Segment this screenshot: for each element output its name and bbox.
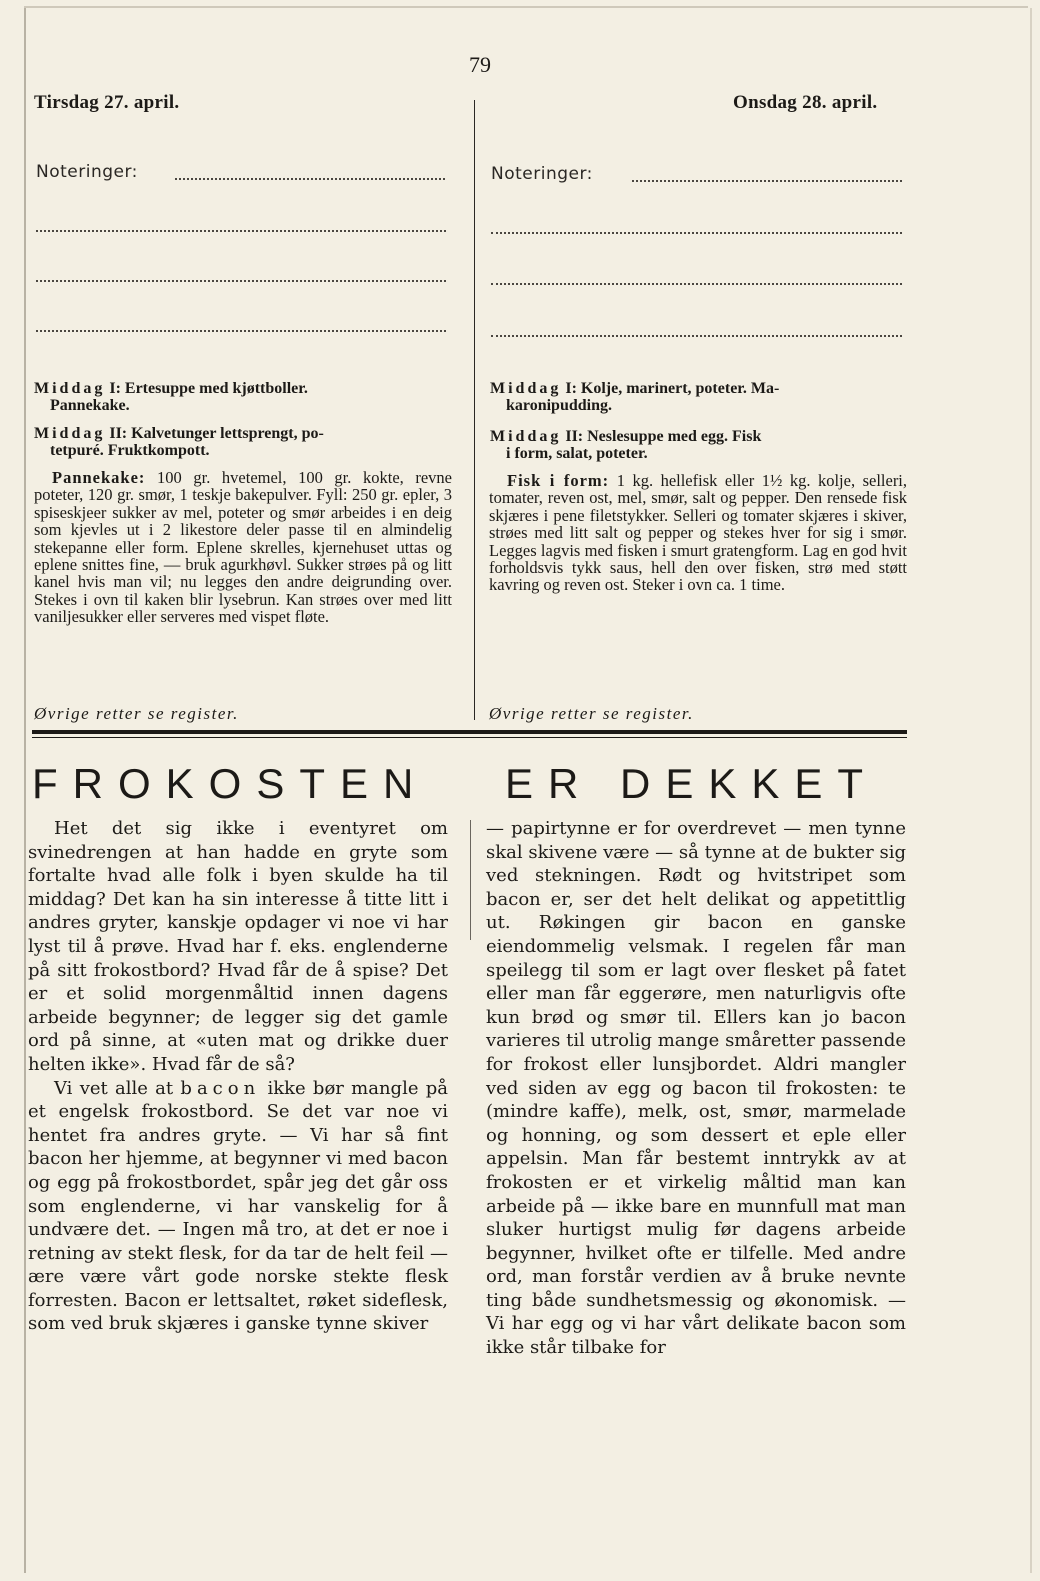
day-header-wednesday: Onsdag 28. april. [733, 92, 878, 113]
notes-label-left: Noteringer: [36, 162, 138, 182]
article-paragraph-2-rest: ikke bør mangle på et engelsk frokostbord. Se det var noe vi hentet fra andres gryte. — Vi har så fint bacon her hjemme, at begynner vi med bacon og egg på frokostbordet, spår jeg det går oss som englenderne, vi har vanskelig for å undvære det. — Ingen må tro, at det er noe i retning av stekt flesk, for da tar de helt feil — ære være vårt gode norske stekte flesk forresten. Bacon er lettsaltet, røket sideflesk, som ved bruk skjæres i ganske tynne skiver [28, 1077, 449, 1335]
article-paragraph-2 [28, 1077, 448, 1337]
menu-left-1-title: Middag [34, 380, 106, 397]
article-column-left [28, 817, 448, 1336]
menu-left-1-line1: Ertesuppe med kjøttboller. [120, 380, 308, 397]
menu-right-1-line1: Kolje, marinert, poteter. Ma- [576, 380, 780, 397]
section-rule-thick [32, 730, 907, 734]
article-paragraph-2-start: Vi vet alle at [54, 1077, 181, 1099]
menu-right-2 [490, 428, 910, 462]
menu-left-2-line2: tetpuré. Fruktkompott. [50, 442, 210, 459]
notes-line-left-2 [36, 230, 446, 232]
menu-left-1-num: I: [105, 380, 121, 397]
notes-line-left-4 [36, 330, 446, 332]
recipe-right [489, 472, 907, 594]
menu-left-1-line2: Pannekake. [50, 397, 130, 414]
recipe-left-title: Pannekake: [52, 468, 146, 487]
see-register-left: Øvrige retter se register. [34, 704, 239, 723]
menu-right-1-title: Middag [490, 380, 562, 397]
article-column-divider [470, 820, 471, 940]
menu-right-2-title: Middag [490, 428, 562, 445]
day-header-tuesday: Tirsdag 27. april. [34, 92, 180, 113]
menu-left-2-title: Middag [34, 425, 106, 442]
see-register-right: Øvrige retter se register. [489, 704, 694, 723]
article-headline-right: ER DEKKET [505, 760, 879, 807]
menu-left-2 [34, 425, 454, 459]
page-edge-left [24, 8, 26, 1573]
menu-right-2-line1: Neslesuppe med egg. Fisk [583, 428, 762, 445]
section-rule-thin [32, 737, 907, 738]
menu-right-1 [490, 380, 910, 414]
recipe-left-text: 100 gr. hvetemel, 100 gr. kokte, revne poteter, 120 gr. smør, 1 teskje bakepulver. Fyll: 250 gr. epler, 3 spiseskjeer sukker av mel, poteter og smør arbeides i en deig som kjevles ut i 2 likestore deler passe til en almindelig stekepanne eller form. Eplene skrelles, kjernehuset uttas og eplene snittes fine, — bruk agurkhøvl. Sukker strøes på og litt kanel hvis man vil; nu legges den andre deigrunding over. Stekes i ovn til kaken blir lysebrun. Kan strøes over med litt vaniljesukker eller serveres med vispet fløte. [34, 468, 452, 627]
notes-line-right-4 [491, 335, 902, 337]
article-bacon-emphasis: bacon [180, 1077, 261, 1099]
menu-right-1-num: I: [561, 380, 577, 397]
notes-line-left-1 [175, 178, 445, 180]
menu-right-2-line2: i form, salat, poteter. [506, 445, 648, 462]
notes-line-right-1 [632, 180, 902, 182]
article-headline-left: FROKOSTEN [32, 760, 429, 807]
recipe-left [34, 469, 452, 626]
notes-line-left-3 [36, 280, 446, 282]
article-column-right [486, 817, 906, 1360]
notes-line-right-2 [491, 232, 902, 234]
notes-line-right-3 [491, 283, 902, 285]
notes-label-right: Noteringer: [491, 164, 593, 184]
column-divider [474, 100, 475, 720]
recipe-right-title: Fisk i form: [507, 471, 610, 490]
article-paragraph-3: — papirtynne er for overdrevet — men tynne skal skivene være — så tynne at de bukter sig ved stekningen. Rødt og hvitstripet som bacon er, ser det helt delikat og appetittlig ut. Røkingen gir bacon en ganske eiendommelig velsmak. I regelen får man speilegg til som er lagt over flesket på fatet eller man får eggerøre, men naturligvis ofte kun brød og smør til. Ellers kan jo bacon varieres til utrolig mange småretter passende for frokost eller lunsjbordet. Aldri mangler ved siden av egg og bacon til frokosten: te (mindre kaffe), melk, ost, smør, marmelade og honning, og som dessert et eple eller appelsin. Man får bestemt inntrykk av at frokosten er et virkelig måltid man kan arbeide på — ikke bare en munnfull mat man sluker hurtigst mulig før dagens arbeide begynner, hvilket ofte er tilfelle. Med andre ord, man forstår verdien av å bruke nevnte ting både sundhetsmessig og økonomisk. — Vi har egg og vi har vårt delikate bacon som ikke står tilbake for [486, 818, 906, 1359]
menu-right-2-num: II: [561, 428, 584, 445]
menu-left-2-num: II: [105, 425, 128, 442]
page-number: 79 [469, 52, 491, 77]
page-edge-right [1030, 8, 1032, 1573]
menu-left-2-line1: Kalvetunger lettsprengt, po- [127, 425, 324, 442]
menu-right-1-line2: karonipudding. [506, 397, 612, 414]
article-paragraph-1: Het det sig ikke i eventyret om svinedrengen at han hadde en gryte som fortalte hvad alle folk i byen skulde ha til middag? Det kan ha sin interesse å titte litt i andres gryter, kanskje opdager vi noe vi har lyst til å prøve. Hvad har f. eks. englenderne på sitt frokostbord? Hvad får de å spise? Det er et solid morgenmåltid innen dagens arbeide begynner; de legger sig det gamle ord på sinne, at «uten mat og drikke duer helten ikke». Hvad får de så? [28, 818, 448, 1075]
menu-left-1 [34, 380, 454, 414]
recipe-right-text: 1 kg. hellefisk eller 1½ kg. kolje, selleri, tomater, reven ost, mel, smør, salt og pepper. Den rensede fisk skjæres i pene filetstykker. Selleri og tomater skjæres i skiver, strøes med litt salt og pepper og stekes hver for sig i smør. Legges lagvis med fisken i smurt gratengform. Lag en god hvit forholdsvis tykk saus, hell den over fisken, strø med støtt kavring og reven ost. Steker i ovn ca. 1 time. [489, 471, 908, 595]
page-edge-top [24, 6, 1028, 8]
